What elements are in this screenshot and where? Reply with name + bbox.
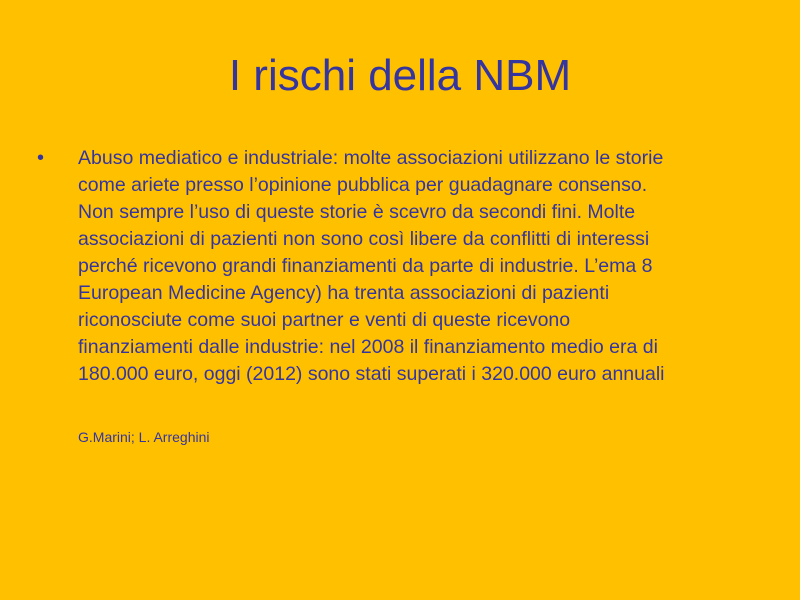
bullet-line: 180.000 euro, oggi (2012) sono stati superati i 320.000 euro annuali [78,363,665,385]
bullet-line: finanziamenti dalle industrie: nel 2008 il finanziamento medio era di [78,336,658,358]
bullet-line: European Medicine Agency) ha trenta associazioni di pazienti [78,282,610,304]
bullet-line: riconosciute come suoi partner e venti di queste ricevono [78,309,571,331]
bullet-line: perché ricevono grandi finanziamenti da parte di industrie. L’ema 8 [78,255,653,277]
author-credit: G.Marini; L. Arreghini [78,429,210,445]
bullet-line: Non sempre l’uso di queste storie è scevro da secondi fini. Molte [78,201,636,223]
bullet-line: come ariete presso l’opinione pubblica per guadagnare consenso. [78,174,648,196]
slide-title: I rischi della NBM [228,51,572,100]
bullet-marker: • [37,147,45,169]
bullet-line: Abuso mediatico e industriale: molte associazioni utilizzano le storie [78,147,664,169]
bullet-text [78,145,768,388]
bullet-line: associazioni di pazienti non sono così libere da conflitti di interessi [78,228,650,250]
